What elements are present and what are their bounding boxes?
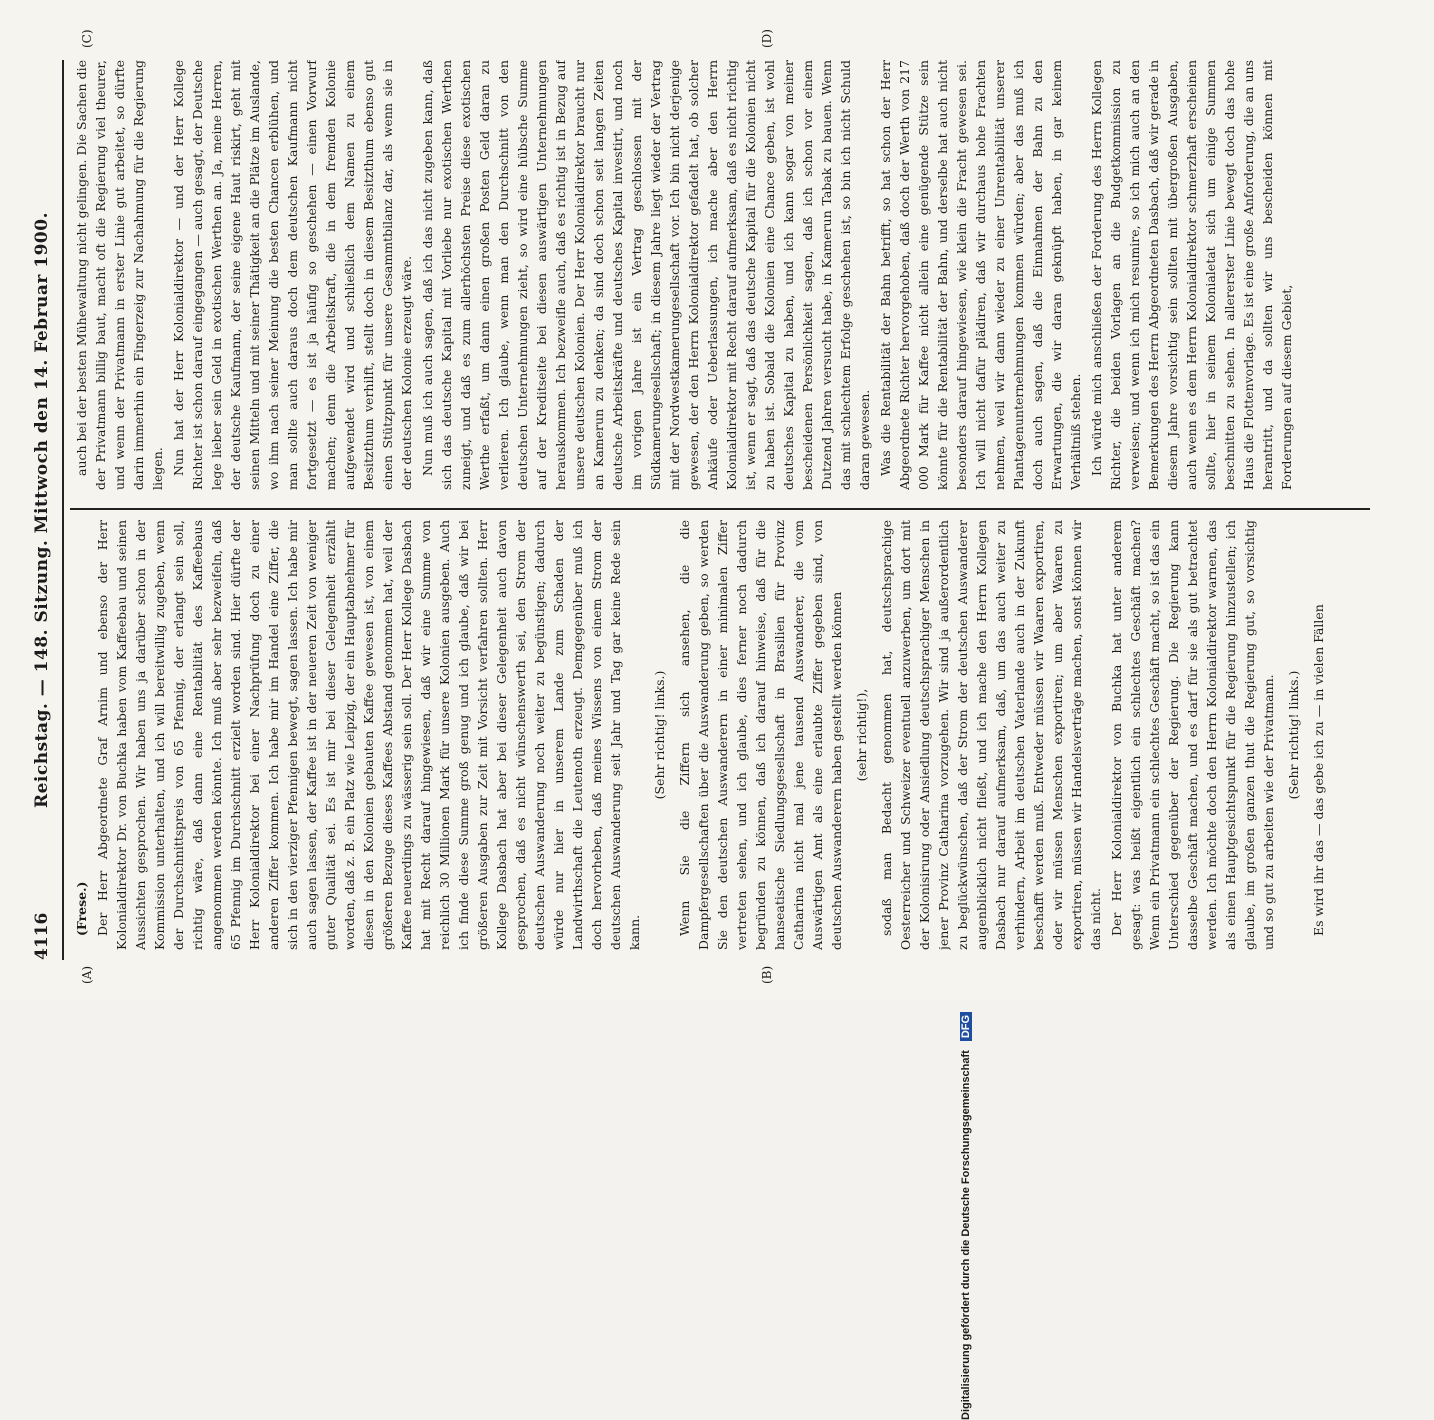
header-rule xyxy=(62,60,64,960)
section-marker-c: (C) xyxy=(80,29,94,48)
right-column xyxy=(72,60,1362,490)
paragraph: sodaß man Bedacht genommen hat, deutschsprachige Oesterreicher und Schweizer eventuell anzuwerben, um dort mit der Kolonisirung oder Ansiedlung deutschsprachiger Menschen in jener Provinz Catharina vorzugehen. Wir sind ja außerordentlich zu beglückwünschen, daß der Strom der deutschen Auswanderer augenblicklich nicht fließt, und ich mache den Herrn Kollegen Dasbach nur darauf aufmerksam, daß, um das auch weiter zu verhindern, Arbeit im deutschen Vaterlande auch in der Zukunft beschafft werden muß. Entweder müssen wir Waaren exportiren, oder wir müssen Menschen exportiren; um aber Waaren zu exportiren, müssen wir Handelsverträge machen, sonst können wir das nicht. xyxy=(879,520,1103,950)
page-number: 4116 xyxy=(32,912,52,960)
dfg-logo: DFG xyxy=(960,1012,972,1041)
paragraph: Nun hat der Herr Kolonialdirektor — und der Herr Kollege Richter ist schon darauf eingegangen — auch gesagt, der Deutsche lege lieber sein Geld in exotischen Werthen an. Ja, meine Herren, der deutsche Kaufmann, der seine eigene Haut riskirt, geht mit seinen Mitteln und mit seiner Thätigkeit an die Plätze im Auslande, wo ihm nach seiner Meinung die besten Chancen erblühen, und man sollte auch daraus doch dem deutschen Kaufmann nicht fortgesetzt — es ist ja häufig so geschehen — einen Vorwurf machen; denn die Arbeitskraft, die in dem fremden Kolonie aufgewendet wird und schließlich dem Namen zu einem Besitzthum verhilft, stellt doch in diesem Besitzthum ebenso gut einen Stützpunkt für unsere Gesammtbilanz dar, als wenn sie in der deutschen Kolonie erzeugt wäre. xyxy=(171,60,414,490)
credit-text: Digitalisierung gefördert durch die Deutsche Forschungsgemeinschaft xyxy=(960,1050,972,1420)
paragraph: Ich würde mich anschließen der Forderung des Herrn Kollegen Richter, die beiden Vorlagen an die Budgetkommission zu verweisen; und wenn ich mich resumire, so ich mich auch an den Bemerkungen des Herrn Abgeordneten Dasbach, daß wir gerade in diesem Jahre vorsichtig sein sollten mit übergroßen Ausgaben, auch wenn es dem Herrn Kolonialdirektor schmerzhaft erscheinen sollte, hier in seinem Kolonialetat sich um einige Summen beschnitten zu sehen. In allererster Linie bewegt doch das hohe Haus die Flottenvorlage. Es ist eine große Anforderung, die an uns herantritt, und da sollten wir uns bescheiden können mit Forderungen auf diesem Gebiet, xyxy=(1089,60,1294,490)
column-divider xyxy=(70,508,1370,510)
section-marker-a: (A) xyxy=(80,965,94,984)
interjection: (sehr richtig!), xyxy=(854,688,869,782)
left-column xyxy=(72,520,1362,950)
paragraph: Nun muß ich auch sagen, daß ich das nicht zugeben kann, daß sich das deutsche Kapital mit Vorliebe nur exotischen Werthen zuneigt, und daß es zum allerhöchsten Preise diese exotischen Werthe erfaßt, um dann einen großen Posten Geld daran zu verlieren. Ich glaube, wenn man den Durchschnitt von den deutschen Unternehmungen zieht, so wird eine hübsche Summe auf der Kreditseite bei diesen auswärtigen Unternehmungen herauskommen. Ich bezweifle auch, daß es richtig ist in Bezug auf unsere deutschen Kolonien. Der Herr Kolonialdirektor braucht nur an Kamerun zu denken; da sind doch schon seit langen Zeiten deutsche Arbeitskräfte und deutsches Kapital investirt, und noch im vorigen Jahre ist ein Vertrag geschlossen mit der Südkamerungesellschaft; in diesem Jahre liegt wieder der Vertrag mit der Nordwestkamerungesellschaft vor. Ich bin nicht derjenige gewesen, der den Herrn Kolonialdirektor gefadelt hat, ob solcher Ankäufe oder Ueberlassungen, ich mache aber den Herrn Kolonialdirektor mit Recht darauf aufmerksam, daß es nicht richtig ist, wenn er sagt, daß das deutsche Kapital für die Kolonien nicht zu haben ist. Sobald die Kolonien eine Chance geben, ist wohl deutsches Kapital zu haben, und ich kann sogar von meiner bescheidenen Persönlichkeit sagen, daß ich schon vor einem Dutzend Jahren versucht habe, in Kamerun Tabak zu bauen. Wenn das mit schlechtem Erfolge geschehen ist, so bin ich nicht Schuld daran gewesen. xyxy=(420,60,872,490)
paragraph: auch bei der besten Mühewaltung nicht gelingen. Die Sachen die der Privatmann billig baut, macht oft die Regierung viel theurer, und wenn der Privatmann in erster Linie gut arbeitet, so dürfte darin immerhin ein Fingerzeig zur Nachahmung für die Regierung liegen. xyxy=(74,60,165,490)
paragraph: Es wird ihr das — das gebe ich zu — in vielen Fällen xyxy=(1311,604,1326,936)
running-title: Reichstag. — 148. Sitzung. Mittwoch den 14. Februar 1900. xyxy=(32,211,52,809)
paragraph: Der Herr Kolonialdirektor von Buchka hat unter anderem gesagt: was heißt eigentlich ein schlechtes Geschäft machen? Wenn ein Privatmann ein schlechtes Geschäft macht, so ist das ein Unterschied gegenüber der Regierung. Die Regierung kann dasselbe Geschäft machen, und es darf für sie als gut betrachtet werden. Ich möchte doch den Herrn Kolonialdirektor warnen, das als einen Hauptgesichtspunkt für die Regierung hinzustellen; ich glaube, im großen ganzen thut die Regierung gut, so vorsichtig und so gut zu arbeiten wie der Privatmann. xyxy=(1109,520,1276,950)
section-marker-b: (B) xyxy=(760,965,774,984)
digitization-credit xyxy=(960,0,972,1420)
page-header xyxy=(28,60,64,960)
paragraph: Wenn Sie die Ziffern sich ansehen, die die Dampfergesellschaften über die Auswanderung geben, so werden Sie den deutschen Auswanderern in einer minimalen Ziffer vertreten sehen, und ich glaube, dies ferner noch dadurch begründen zu können, daß ich darauf hinweise, daß für die hanseatische Siedlungsgesellschaft in Brasilien für Provinz Catharina nicht mal jene tausend Auswanderer, die vom Auswärtigen Amt als eine erlaubte Ziffer gegeben sind, von deutschen Auswanderern haben gestellt werden können xyxy=(677,520,844,950)
paragraph: Der Herr Abgeordnete Graf Arnim und ebenso der Herr Kolonialdirektor Dr. von Buchka haben vom Kaffeebau und seinen Aussichten gesprochen. Wir haben uns ja darüber schon in der Kommission unterhalten, und ich will bereitwillig zugeben, wenn der Durchschnittspreis von 65 Pfennig, der erlangt sein soll, richtig wäre, daß dann eine Rentabilität des Kaffeebaus angenommen werden könnte. Ich muß aber sehr bezweifeln, daß 65 Pfennig im Durchschnitt erzielt worden sind. Hier dürfte der Herr Kolonialdirektor bei einer Nachprüfung doch zu einer anderen Ziffer kommen. Ich habe mir im Handel eine Ziffer, die sich in den vierziger Pfennigen bewegt, sagen lassen. Ich habe mir auch sagen lassen, der Kaffee ist in der neueren Zeit von weniger guter Qualität sei. Es ist mir bei dieser Gelegenheit erzählt worden, daß z. B. ein Platz wie Leipzig, der ein Hauptabnehmer für diesen in den Kolonien gebauten Kaffee gewesen ist, von einem größeren Bezuge dieses Kaffees Abstand genommen hat, weil der Kaffee neuerdings zu wässerig sein soll. Der Herr Kollege Dasbach hat mit Recht darauf hingewiesen, daß wir eine Summe von reichlich 30 Millionen Mark für unsere Kolonien ausgeben. Auch ich finde diese Summe groß genug und ich glaube, daß wir bei größeren Ausgaben zur Zeit mit Vorsicht verfahren sollten. Herr Kollege Dasbach hat aber bei dieser Gelegenheit auch davon gesprochen, daß es nicht wünschenswerth sei, den Strom der deutschen Auswanderung noch weiter zu begünstigen; dadurch würde nur hier in unserem Lande zum Schaden der Landwirthschaft die Leutenoth erzeugt. Demgegenüber muß ich doch hervorheben, daß meines Wissens von einem Strom der deutschen Auswanderung seit Jahr und Tag gar keine Rede sein kann. xyxy=(95,520,642,950)
speaker-name: (Frese.) xyxy=(74,881,89,936)
paragraph: Was die Rentabilität der Bahn betrifft, so hat schon der Herr Abgeordnete Richter hervorgehoben, daß doch der Werth von 217 000 Mark für Kaffee nicht allein eine genügende Stütze sein könnte für die Rentabilität der Bahn, und derselbe hat auch nicht besonders darauf hingewiesen, wie klein die Fracht gewesen sei. Ich will nicht dafür plädiren, daß wir durchaus hohe Frachten nehmen, weil wir dann wieder zu einer Unrentabilität unserer Plantagenunternehmungen kommen würden; aber das muß ich doch auch sagen, daß die Einnahmen der Bahn zu den Erwartungen, die wir daran geknüpft haben, in gar keinem Verhältniß stehen. xyxy=(878,60,1083,490)
section-marker-d: (D) xyxy=(760,29,774,48)
interjection: (Sehr richtig! links.) xyxy=(1286,670,1301,800)
interjection: (Sehr richtig! links.) xyxy=(652,670,667,800)
